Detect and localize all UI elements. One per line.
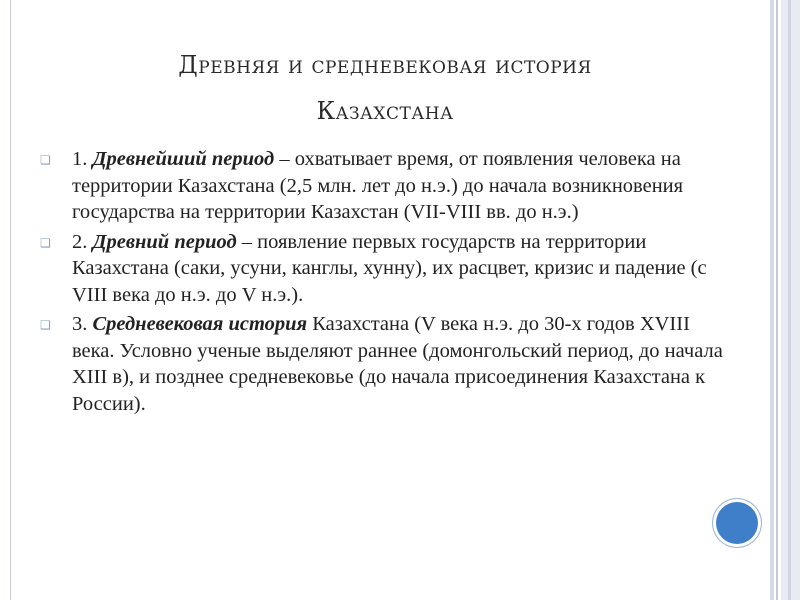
slide-title: [60, 42, 710, 134]
item-term: Древний период: [92, 230, 237, 253]
item-number: 3.: [72, 313, 93, 335]
period-list: [40, 146, 730, 420]
square-bullet-icon: ❑: [40, 235, 51, 250]
item-text: Казахстана (V века н.э. до 30-х годов XVIII века. Условно ученые выделяют раннее (домонгольский период, до начала XIII в), и позднее средневековье (до начала присоединения Казахстана к России).: [72, 313, 723, 415]
decorative-circle: [713, 499, 761, 547]
item-number: 2.: [72, 230, 93, 253]
item-number: 1.: [72, 148, 93, 170]
item-term: Древнейший период: [92, 148, 275, 170]
list-item: [40, 146, 730, 226]
list-item: [40, 311, 730, 417]
right-decor-stripe: [770, 0, 774, 600]
right-decor-stripe: [776, 0, 778, 600]
square-bullet-icon: ❑: [40, 318, 51, 332]
title-line-2: Казахстана: [316, 97, 454, 125]
left-border-rule: [10, 0, 11, 600]
right-decor-stripe: [788, 0, 791, 600]
list-item: [40, 229, 730, 309]
item-term: Средневековая история: [92, 313, 308, 335]
item-text: – появление первых государств на территории Казахстана (саки, усуни, канглы, хунну), их расцвет, кризис и падение (с VIII века до н.э. до V н.э.).: [72, 230, 707, 306]
title-line-1: Древняя и средневековая история: [178, 51, 592, 79]
square-bullet-icon: ❑: [40, 153, 51, 167]
item-text: – охватывает время, от появления человека на территории Казахстана (2,5 млн. лет до н.э.) до начала возникновения государства на территории Казахстан (VII-VIII вв. до н.э.): [72, 148, 684, 223]
